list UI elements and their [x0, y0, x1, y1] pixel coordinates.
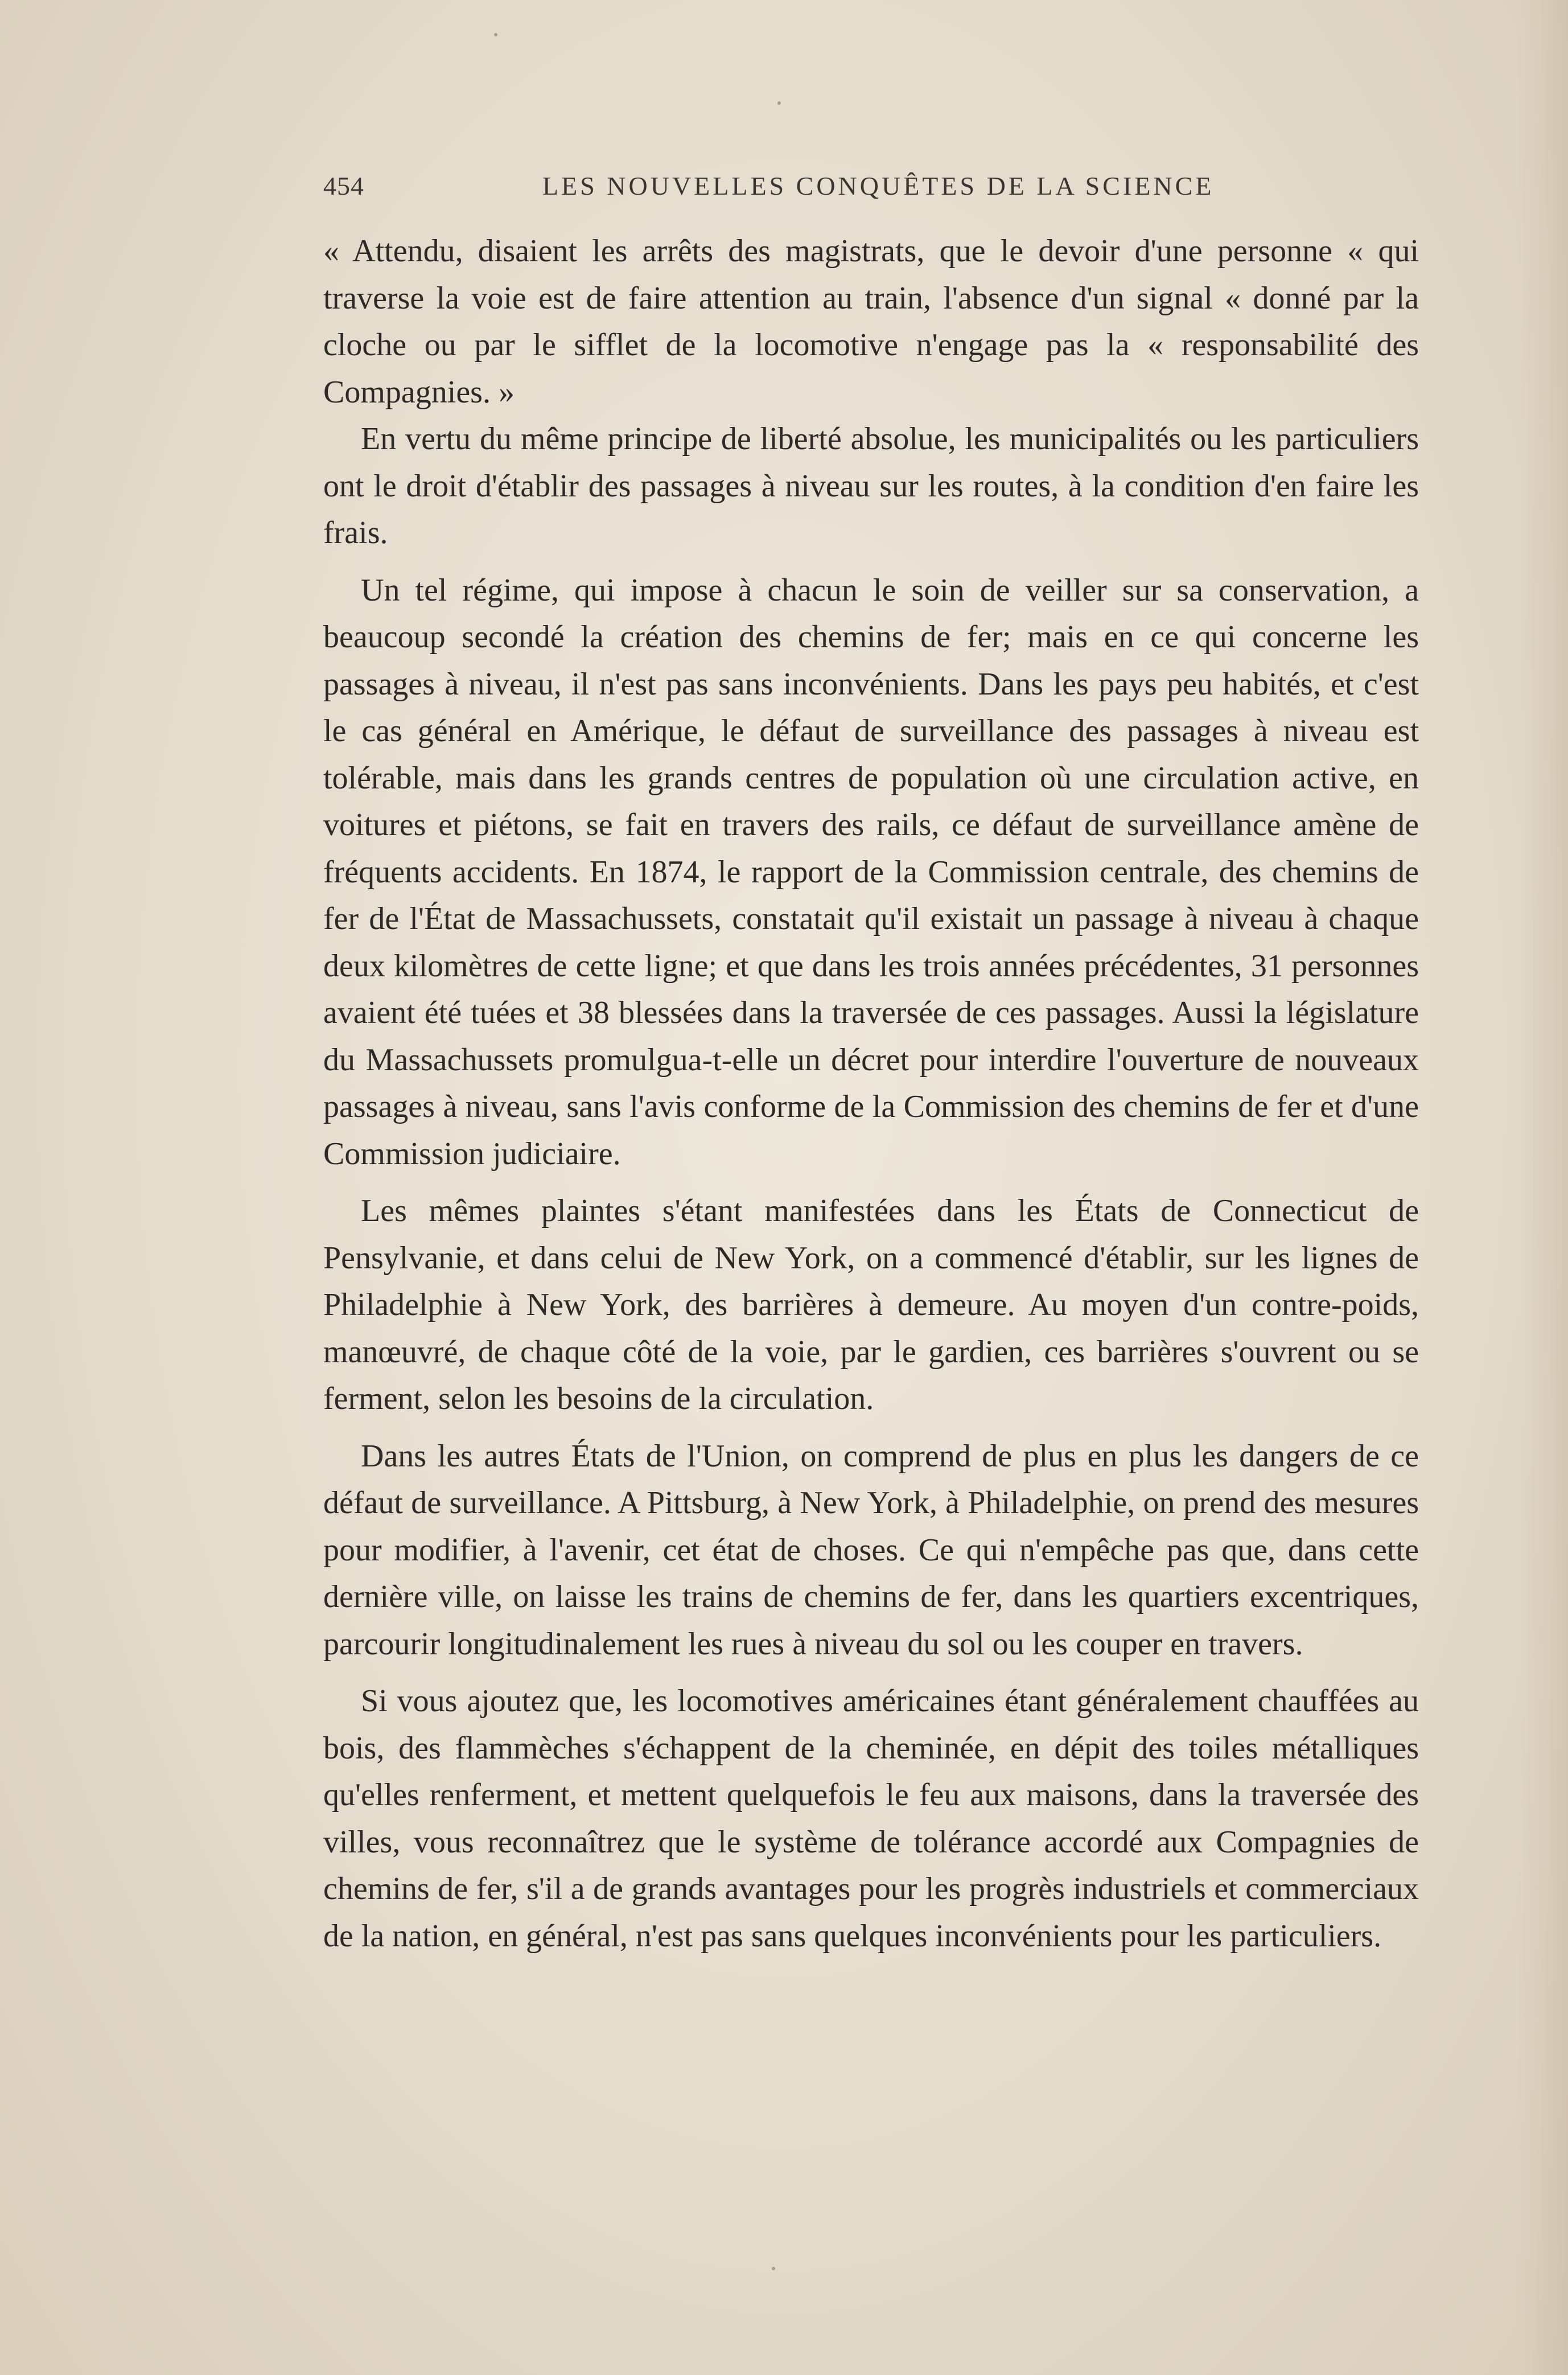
running-title: LES NOUVELLES CONQUÊTES DE LA SCIENCE [542, 171, 1215, 200]
body-text [323, 228, 1419, 1959]
paragraph: Un tel régime, qui impose à chacun le soin de veiller sur sa conservation, a beaucoup secondé la création des chemins de fer; mais en ce qui concerne les passages à niveau, il n'est pas sans inconvénients. Dans les pays peu habités, et c'est le cas général en Amérique, le défaut de surveillance des passages à niveau est tolérable, mais dans les grands centres de population où une circulation active, en voitures et piétons, se fait en travers des rails, ce défaut de surveillance amène de fréquents accidents. En 1874, le rapport de la Commission centrale, des chemins de fer de l'État de Massachussets, constatait qu'il existait un passage à niveau à chaque deux kilomètres de cette ligne; et que dans les trois années précédentes, 31 personnes avaient été tuées et 38 blessées dans la traversée de ces passages. Aussi la législature du Massachussets promulgua-t-elle un décret pour interdire l'ouverture de nouveaux passages à niveau, sans l'avis conforme de la Commission des chemins de fer et d'une Commission judiciaire. [323, 572, 1419, 1172]
paragraph: Si vous ajoutez que, les locomotives américaines étant généralement chauffées au bois, des flammèches s'échappent de la cheminée, en dépit des toiles métalliques qu'elles renferment, et mettent quelquefois le feu aux maisons, dans la traversée des villes, vous reconnaîtrez que le système de tolérance accordé aux Compagnies de chemins de fer, s'il a de grands avantages pour les progrès industriels et commerciaux de la nation, en général, n'est pas sans quelques inconvénients pour les particuliers. [323, 1683, 1419, 1954]
paragraph: Dans les autres États de l'Union, on comprend de plus en plus les dangers de ce défaut de surveillance. A Pittsburg, à New York, à Philadelphie, on prend des mesures pour modifier, à l'avenir, cet état de choses. Ce qui n'empêche pas que, dans cette dernière ville, on laisse les trains de chemins de fer, dans les quartiers excentriques, parcourir longitudinalement les rues à niveau du sol ou les couper en travers. [323, 1438, 1419, 1662]
paper-speck [772, 2267, 775, 2270]
paragraph: En vertu du même principe de liberté absolue, les municipalités ou les particuliers ont le droit d'établir des passages à niveau sur les routes, à la condition d'en faire les frais. [323, 421, 1419, 550]
paragraph: Les mêmes plaintes s'étant manifestées dans les États de Connecticut de Pensylvanie, et dans celui de New York, on a commencé d'établir, sur les lignes de Philadelphie à New York, des barrières à demeure. Au moyen d'un contre-poids, manœuvré, de chaque côté de la voie, par le gardien, ces barrières s'ouvrent ou se ferment, selon les besoins de la circulation. [323, 1193, 1419, 1416]
paper-speck [777, 101, 781, 105]
paragraph-quote: « Attendu, disaient les arrêts des magistrats, que le devoir d'une personne « qui traverse la voie est de faire attention au train, l'absence d'un signal « donné par la cloche ou par le sifflet de la locomotive n'engage pas la « responsabilité des Compagnies. » [323, 233, 1419, 410]
page-number: 454 [323, 171, 364, 200]
page-header [323, 171, 1419, 216]
paper-speck [494, 33, 497, 36]
